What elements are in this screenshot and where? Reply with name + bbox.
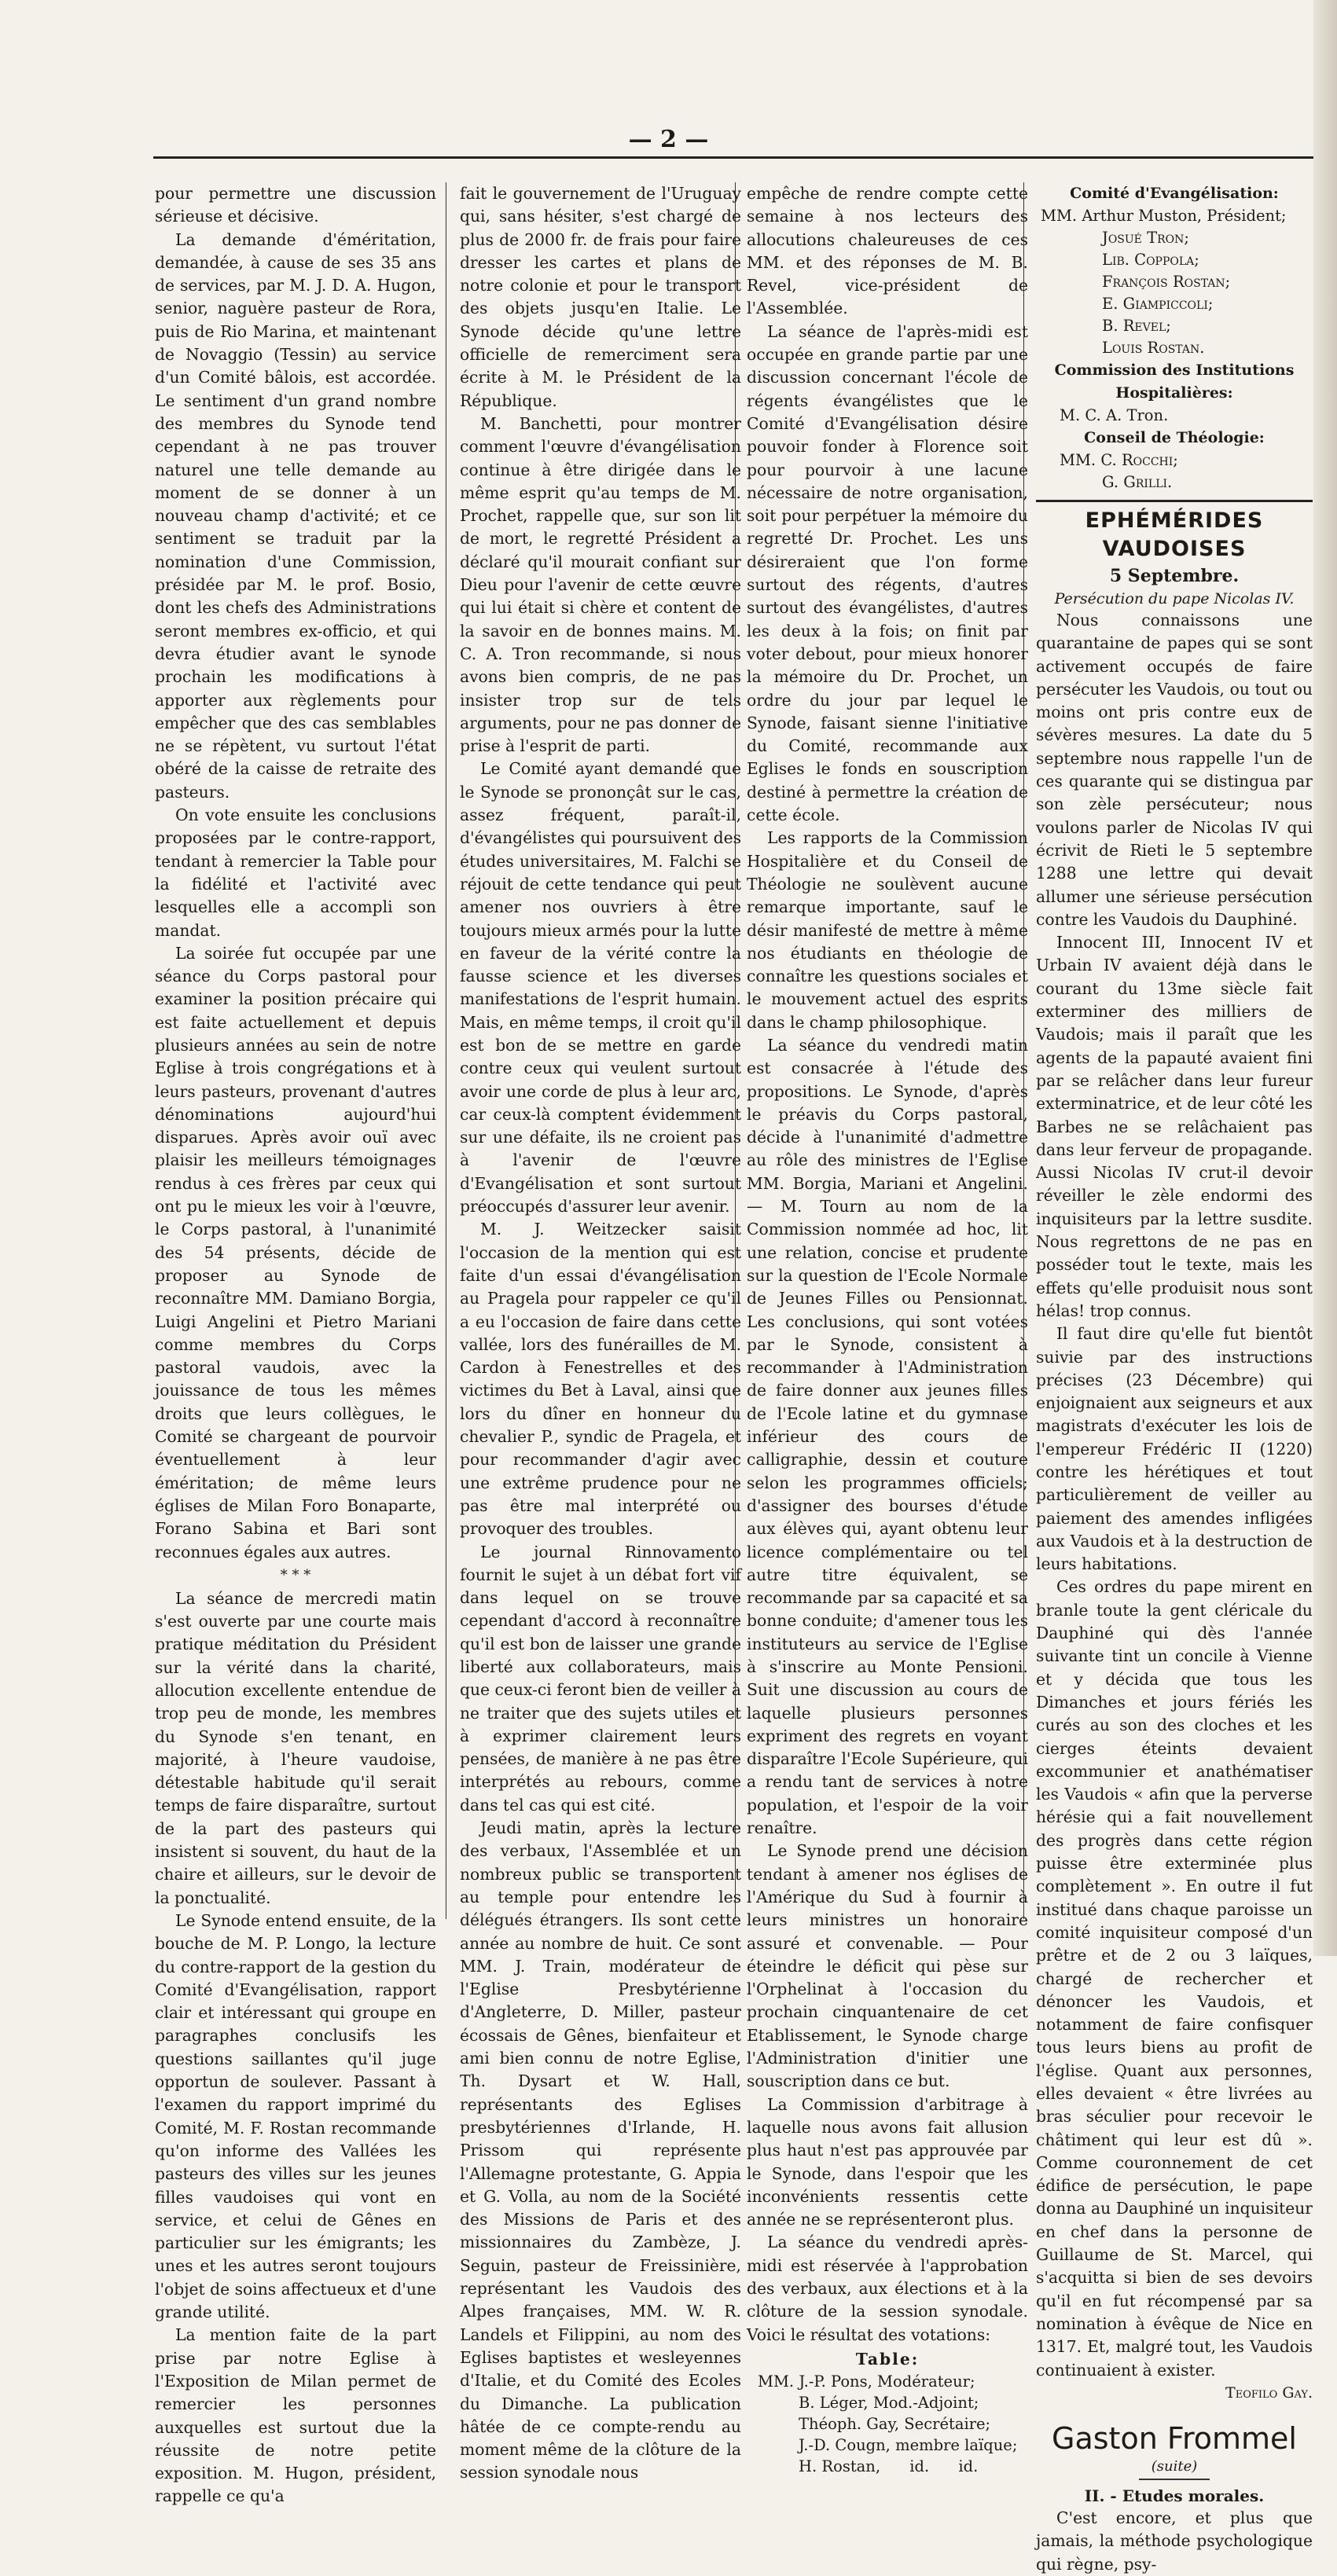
section-rule bbox=[1036, 500, 1313, 502]
paragraph: Il faut dire qu'elle fut bientôt suivie par des instructions précises (23 Décembre) qui enjoignaient aux seigneurs et aux magistrats d'exécuter les lois de l'empereur Frédéric II (1220) contre les hérétiques et tout particulièrement de veiller au paiement des amendes infligées aux Vaudois et à la destruction de leurs habitations. bbox=[1036, 1324, 1313, 1574]
column-4 bbox=[1036, 182, 1313, 2574]
officer-line: J.-D. Cougn, membre laïque; bbox=[799, 2436, 1018, 2455]
paragraph: Nous connaissons une quarantaine de papes qui se sont activement occupés de faire persécuter les Vaudois, ou tout ou moins ont pris contre eux de sévères mesures. La date du 5 septembre nous rappelle l'un de ces quarante qui se distingua par son zèle persécuteur; nous voulons parler de Nicolas IV qui écrivit de Rieti le 5 septembre 1288 une lettre qui devait allumer une sérieuse persécution contre les Vaudois du Dauphiné. bbox=[1036, 611, 1313, 929]
member-line: B. Revel; bbox=[1102, 317, 1171, 335]
ephemerides-subject: Persécution du pape Nicolas IV. bbox=[1054, 590, 1295, 607]
column-3 bbox=[747, 182, 1028, 2476]
paragraph: empêche de rendre compte cette semaine à nos lecteurs des allocutions chaleureuses de ces MM. et des réponses de M. B. Revel, vice-président de l'Assemblée. bbox=[747, 184, 1028, 318]
paragraph: Ces ordres du pape mirent en branle toute la gent cléricale du Dauphiné qui dès l'année suivante tint un concile à Vienne et y décida que tous les Dimanches et jours fériés les curés au son des cloches et les cierges éteints devaient excommunier et anathématiser les Vaudois « afin que la perverse hérésie qui a fait nouvellement des progrès dans cette région puisse être exterminée plus complètement ». En outre il fut institué dans chaque paroisse un comité inquisiteur composé d'un prêtre et de 2 ou 3 laïques, chargé de rechercher et dénoncer les Vaudois, et notamment de faire confisquer tous leurs biens au profit de l'église. Quant aux personnes, elles devaient « être livrées au bras séculier pour recevoir le châtiment qui leur est dû ». Comme couronnement de cet édifice de persécution, le pape donna au Dauphiné un inquisiteur en chef dans la personne de Guillaume de St. Marcel, qui s'acquitta si bien de ses devoirs qu'il en fut récompensé par sa nomination à évêque de Nice en 1317. Et, malgré tout, les Vaudois continuaient à exister. bbox=[1036, 1577, 1313, 2380]
paragraph: La séance de mercredi matin s'est ouverte par une courte mais pratique méditation du Président sur la vérité dans la charité, allocution excellente entendue de trop peu de monde, les membres du Synode s'en tenant, en majorité, à l'heure vaudoise, détestable habitude qu'il serait temps de faire disparaître, surtout de la part des pasteurs qui insistent si souvent, du haut de la chaire et ailleurs, sur le devoir de la ponctualité. bbox=[155, 1588, 436, 1907]
committee-list bbox=[1036, 205, 1313, 359]
paragraph: Les rapports de la Commission Hospitalière et du Conseil de Théologie ne soulèvent aucune remarque importante, sauf le désir manifesté de mettre à même nos étudiants en théologie de connaître les questions sociales et le mouvement actuel des esprits dans le champ philosophique. bbox=[747, 828, 1028, 1032]
paragraph: La demande d'éméritation, demandée, à cause de ses 35 ans de services, par M. J. D. A. Hugon, senior, naguère pasteur de Rora, puis de Rio Marina, et maintenant de Novaggio (Tessin) au service d'un Comité bâlois, est accordée. Le sentiment d'un grand nombre des membres du Synode tend cependant à ne pas trouver naturel une telle demande au moment de se donner à un nouveau champ d'activité; et ce sentiment se traduit par la nomination d'une Commission, présidée par M. le prof. Bosio, dont les chefs des Administrations seront membres ex-officio, et qui devra étudier avant le synode prochain les modifications à apporter aux règlements pour empêcher que des cas semblables ne se répètent, vu surtout l'état obéré de la caisse de retraite des pasteurs. bbox=[155, 229, 436, 802]
hospital-commission-list bbox=[1036, 405, 1313, 427]
theology-council-list bbox=[1036, 450, 1313, 494]
paragraph: Le journal Rinnovamento fournit le sujet à un débat fort vif dans lequel on se trouve cependant d'accord à reconnaître qu'il est bon de laisser une grande liberté aux collaborateurs, mais que ceux-ci feront bien de veiller à ne traiter que des sujets utiles et à exprimer clairement leurs pensées, de manière à ne pas être interprétés au rebours, comme dans tel cas qui est cité. bbox=[460, 1542, 741, 1815]
hospital-commission-heading: Commission des Institutions Hospitalières: bbox=[1054, 361, 1295, 402]
article-title: Gaston Frommel bbox=[1052, 2421, 1297, 2457]
paragraph: M. Banchetti, pour montrer comment l'œuvre d'évangélisation continue à être dirigée dans le même esprit qu'au temps de M. Prochet, rappelle que, sur son lit de mort, le regretté Président a déclaré qu'il mourait confiant sur Dieu pour l'avenir de cette œuvre qui lui était si chère et content de la savoir en de bonnes mains. M. C. A. Tron recommande, si nous avons bien compris, de ne pas insister trop sur de tels arguments, pour ne pas donner de prise à l'esprit de parti. bbox=[460, 413, 741, 756]
section-separator: * * * bbox=[280, 1566, 311, 1583]
officers-list bbox=[747, 2371, 1028, 2477]
article-continued: (suite) bbox=[1151, 2458, 1198, 2475]
member-line: Josué Tron; bbox=[1102, 229, 1189, 247]
ephemerides-date: 5 Septembre. bbox=[1109, 566, 1240, 586]
paragraph: Jeudi matin, après la lecture des verbaux, l'Assemblée et un nombreux public se transportent au temple pour entendre les délégués étrangers. Ils sont cette année au nombre de huit. Ce sont MM. J. Train, modérateur de l'Eglise Presbytérienne d'Angleterre, D. Miller, pasteur écossais de Gênes, bienfaiteur et ami bien connu de notre Eglise, Th. Dysart et W. Hall, représentants des Eglises presbytériennes d'Irlande, H. Prissom qui représente l'Allemagne protestante, G. Appia et G. Volla, au nom de la Société des Missions de Paris et des missionnaires du Zambèze, J. Seguin, pasteur de Freissinière, représentant les Vaudois des Alpes françaises, MM. W. R. Landels et Filippini, au nom des Eglises baptistes et wesleyennes d'Italie, et du Comité des Ecoles du Dimanche. La publication hâtée de ce compte-rendu au moment même de la clôture de la session synodale nous bbox=[460, 1818, 741, 2482]
paragraph: Innocent III, Innocent IV et Urbain IV avaient déjà dans le courant du 13me siècle fait exterminer des milliers de Vaudois; mais il paraît que les agents de la papauté avaient fini par se relâcher dans leur fureur exterminatrice, et de leur côté les Barbes ne se relâchaient pas dans leur ferveur de propagande. Aussi Nicolas IV crut-il devoir réveiller le zèle endormi des inquisiteurs par la lettre susdite. Nous regrettons de ne pas en posséder tout le texte, mais les effets qu'elle produisit nous sont hélas! trop connus. bbox=[1036, 933, 1313, 1320]
member-line: G. Grilli. bbox=[1102, 473, 1173, 491]
header-rule bbox=[153, 156, 1317, 159]
member-line: M. C. A. Tron. bbox=[1060, 406, 1169, 424]
paragraph: La séance de l'après-midi est occupée en grande partie par une discussion concernant l'école de régents évangélistes que le Comité d'Evangélisation désire pouvoir fonder à Florence soit pour pourvoir à une lacune nécessaire de notre organisation, soit pour perpétuer la mémoire du regretté Dr. Prochet. Les uns désireraient que l'on forme surtout des régents, d'autres surtout des évangélistes, d'autres les deux à la fois; on finit par voter debout, pour mieux honorer la mémoire du Dr. Prochet, un ordre du jour par lequel le Synode, faisant sienne l'initiative du Comité, recommande aux Eglises le fonds en souscription destiné à permettre la création de cette école. bbox=[747, 321, 1028, 825]
paragraph: Le Synode prend une décision tendant à amener nos églises de l'Amérique du Sud à fournir à leurs ministres un honoraire assuré et convenable. — Pour éteindre le déficit qui pèse sur l'Orphelinat à l'occasion du prochain cinquantenaire de cet Etablissement, le Synode charge l'Administration d'initier une souscription dans ce but. bbox=[747, 1841, 1028, 2091]
paragraph: La séance du vendredi matin est consacrée à l'étude des propositions. Le Synode, d'après le préavis du Corps pastoral, décide à l'unanimité d'admettre au rôle des ministres de l'Eglise MM. Borgia, Mariani et Angelini. — M. Tourn au nom de la Commission nommée ad hoc, lit une relation, concise et prudente sur la question de l'Ecole Normale de Jeunes Filles ou Pensionnat. Les conclusions, qui sont votées par le Synode, consistent à recommander à l'Administration de faire donner aux jeunes filles de l'Ecole latine et du gymnase inférieur des cours de calligraphie, dessin et couture selon les programmes officiels; d'assigner des bourses d'étude aux élèves qui, ayant obtenu leur licence complémentaire ou tel autre titre équivalent, se recommande par sa capacité et sa bonne conduite; d'amener tous les instituteurs au service de l'Eglise à s'inscrire au Monte Pensioni. Suit une discussion au cours de laquelle plusieurs personnes expriment des regrets en voyant disparaître l'Ecole Supérieure, qui a rendu tant de services à notre population, et l'espoir de la voir renaître. bbox=[747, 1035, 1028, 1838]
author-signature: Teofilo Gay. bbox=[1225, 2383, 1313, 2402]
member-line: Lib. Coppola; bbox=[1102, 251, 1199, 269]
officer-line: MM. J.-P. Pons, Modérateur; bbox=[758, 2372, 975, 2391]
paragraph: La séance du vendredi après-midi est réservée à l'approbation des verbaux, aux élections et à la clôture de la session synodale. Voici le résultat des votations: bbox=[747, 2233, 1028, 2344]
paragraph: fait le gouvernement de l'Uruguay qui, sans hésiter, s'est chargé de plus de 2000 fr. de frais pour faire dresser les cartes et plans de notre colonie et pour le transport des objets jusqu'en Italie. Le Synode décide qu'une lettre officielle de remerciment sera écrite à M. le Président de la République. bbox=[460, 184, 741, 410]
ephemerides-title: EPHÉMÉRIDES VAUDOISES bbox=[1085, 508, 1264, 561]
paragraph: pour permettre une discussion sérieuse et décisive. bbox=[155, 184, 436, 226]
paragraph: M. J. Weitzecker saisit l'occasion de la mention qui est faite d'un essai d'évangélisation au Pragela pour rappeler ce qu'il a eu l'occasion de faire dans cette vallée, lors des funérailles de M. Cardon à Fenestrelles et des victimes du Bet à Laval, ainsi que lors du dîner en honneur du chevalier P., syndic de Pragela, et pour recommander d'agir avec une extrême prudence pour ne pas être mal interprété ou provoquer des troubles. bbox=[460, 1220, 741, 1539]
officer-line: H. Rostan, id. id. bbox=[799, 2457, 979, 2476]
short-rule bbox=[1139, 2479, 1210, 2480]
theology-council-heading: Conseil de Théologie: bbox=[1084, 429, 1265, 446]
results-heading: Table: bbox=[855, 2349, 920, 2369]
officer-line: B. Léger, Mod.-Adjoint; bbox=[799, 2394, 979, 2413]
member-line: E. Giampiccoli; bbox=[1102, 295, 1214, 313]
committee-heading: Comité d'Evangélisation: bbox=[1070, 185, 1279, 202]
column-1 bbox=[155, 182, 436, 2506]
officer-line: Théoph. Gay, Secrétaire; bbox=[799, 2415, 991, 2434]
article-section-heading: II. - Etudes morales. bbox=[1084, 2486, 1265, 2506]
page-number: — 2 — bbox=[628, 126, 709, 153]
paragraph: Le Synode entend ensuite, de la bouche de M. P. Longo, la lecture du contre-rapport de la gestion du Comité d'Evangélisation, rapport clair et intéressant qui groupe en paragraphes conclusifs les questions saillantes qu'il juge opportun de soulever. Passant à l'examen du rapport imprimé du Comité, M. F. Rostan recommande qu'on informe des Vallées les pasteurs des villes sur les jeunes filles vaudoises qui vont en service, et celui de Gênes en particulier sur les émigrants; les unes et les autres seront toujours l'objet de soins affectueux et d'une grande utilité. bbox=[155, 1910, 436, 2322]
paragraph: La soirée fut occupée par une séance du Corps pastoral pour examiner la position précaire qui est faite actuellement et depuis plusieurs années au sein de notre Eglise à trois congrégations et à leurs pasteurs, provenant d'autres dénominations aujourd'hui disparues. Après avoir ouï avec plaisir les meilleurs témoignages rendus à ces frères par ceux qui ont pu le mieux les voir à l'œuvre, le Corps pastoral, à l'unanimité des 54 présents, décide de proposer au Synode de reconnaître MM. Damiano Borgia, Luigi Angelini et Pietro Mariani comme membres du Corps pastoral vaudois, avec la jouissance de tous les mêmes droits que leurs collègues, le Comité se chargeant de pourvoir éventuellement à leur éméritation; de même leurs églises de Milan Foro Bonaparte, Forano Sabina et Bari sont reconnues égales aux autres. bbox=[155, 943, 436, 1561]
member-line: MM. C. Rocchi; bbox=[1060, 451, 1178, 469]
paragraph: La mention faite de la part prise par notre Eglise à l'Exposition de Milan permet de remercier les personnes auxquelles est surtout due la réussite de notre petite exposition. M. Hugon, président, rappelle ce qu'a bbox=[155, 2325, 436, 2506]
page-edge-shadow bbox=[1313, 0, 1337, 1956]
column-2 bbox=[460, 182, 741, 2482]
paragraph: Le Comité ayant demandé que le Synode se prononçât sur le cas, assez fréquent, paraît-il, d'évangélistes qui poursuivent des études universitaires, M. Falchi se réjouit de cette tendance qui peut amener nos ouvriers à être toujours mieux armés pour la lutte en faveur de la vérité contre la fausse science et les diverses manifestations de l'esprit humain. Mais, en même temps, il croit qu'il est bon de se mettre en garde contre ceux qui veulent surtout avoir une corde de plus à leur arc, car ceux-là comptent évidemment sur une défaite, ils ne croient pas à l'avenir de l'œuvre d'Evangélisation et sont surtout préoccupés d'assurer leur avenir. bbox=[460, 759, 741, 1216]
paragraph: On vote ensuite les conclusions proposées par le contre-rapport, tendant à remercier la Table pour la fidélité et l'activité avec lesquelles elle a accompli son mandat. bbox=[155, 805, 436, 940]
paragraph: La Commission d'arbitrage à laquelle nous avons fait allusion plus haut n'est pas approuvée par le Synode, dans l'espoir que les inconvénients ressentis cette année ne se représenteront plus. bbox=[747, 2094, 1028, 2229]
member-line: François Rostan; bbox=[1102, 273, 1231, 291]
member-line: MM. Arthur Muston, Président; bbox=[1041, 207, 1287, 225]
member-line: Louis Rostan. bbox=[1102, 339, 1205, 357]
paragraph: C'est encore, et plus que jamais, la méthode psychologique qui règne, psy- bbox=[1036, 2508, 1313, 2574]
